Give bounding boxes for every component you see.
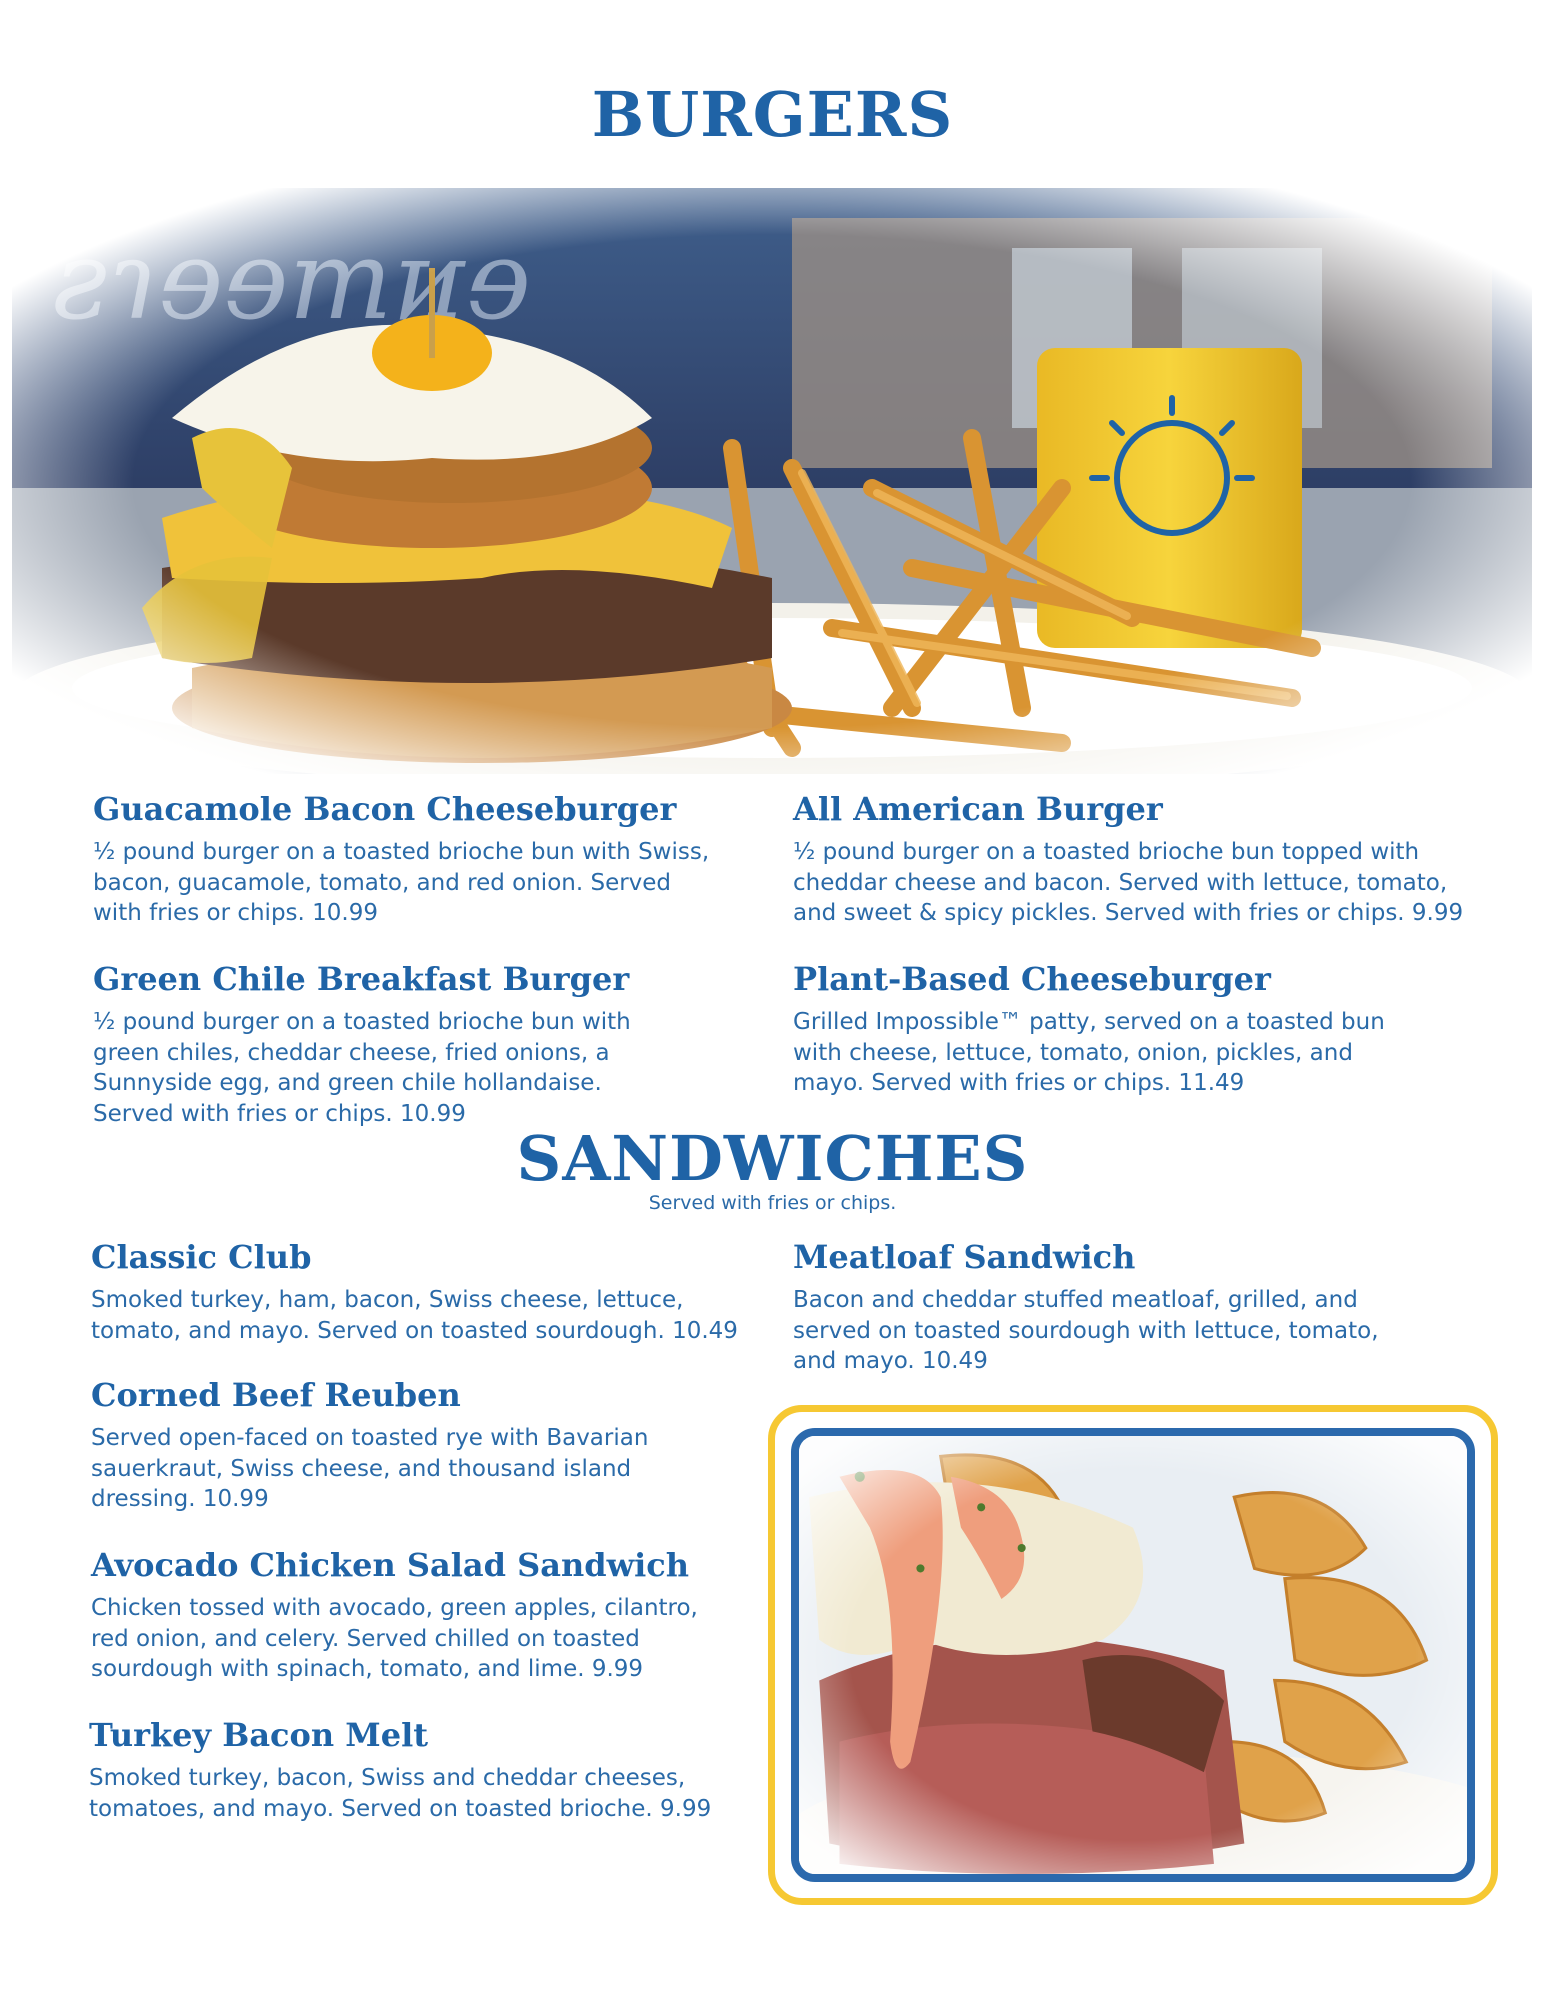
menu-item-classic-club bbox=[91, 1240, 771, 1346]
burger-and-fries-photo bbox=[12, 188, 1532, 774]
item-description: ½ pound burger on a toasted brioche bun with Swiss, bacon, guacamole, tomato, and red onion. Served with fries or chips. 10.99 bbox=[93, 839, 710, 927]
item-name: Turkey Bacon Melt bbox=[89, 1716, 428, 1754]
item-description: Bacon and cheddar stuffed meatloaf, grilled, and served on toasted sourdough with lettuce, tomato, and mayo. 10.49 bbox=[793, 1287, 1379, 1375]
item-name: Meatloaf Sandwich bbox=[793, 1238, 1136, 1276]
item-name: Corned Beef Reuben bbox=[91, 1376, 461, 1414]
menu-item-turkey-bacon-melt bbox=[89, 1718, 769, 1824]
reuben-photo-frame bbox=[768, 1405, 1498, 1905]
item-description: ½ pound burger on a toasted brioche bun with green chiles, cheddar cheese, fried onions, a Sunnyside egg, and green chile hollandaise. Served with fries or chips. 10.99 bbox=[93, 1009, 631, 1127]
item-name: Plant-Based Cheeseburger bbox=[793, 960, 1271, 998]
item-description: Chicken tossed with avocado, green apples, cilantro, red onion, and celery. Served chilled on toasted sourdough with spinach, tomato, and lime. 9.99 bbox=[91, 1595, 698, 1683]
menu-item-avocado-chicken-salad-sandwich bbox=[91, 1548, 771, 1685]
sandwiches-heading: SANDWICHES bbox=[516, 1122, 1029, 1195]
menu-item-plant-based-cheeseburger bbox=[793, 962, 1513, 1099]
reuben-photo bbox=[791, 1428, 1475, 1882]
menu-item-corned-beef-reuben bbox=[91, 1378, 771, 1515]
menu-item-green-chile-breakfast-burger bbox=[93, 962, 773, 1129]
item-description: Smoked turkey, ham, bacon, Swiss cheese, lettuce, tomato, and mayo. Served on toasted sourdough. 10.49 bbox=[91, 1287, 738, 1344]
menu-item-all-american-burger bbox=[793, 792, 1513, 929]
item-name: Guacamole Bacon Cheeseburger bbox=[93, 790, 677, 828]
item-name: Green Chile Breakfast Burger bbox=[93, 960, 630, 998]
burgers-heading: BURGERS bbox=[591, 78, 954, 151]
item-description: Served open-faced on toasted rye with Bavarian sauerkraut, Swiss cheese, and thousand island dressing. 10.99 bbox=[91, 1425, 649, 1513]
item-name: Avocado Chicken Salad Sandwich bbox=[91, 1546, 690, 1584]
reuben-sandwich-image bbox=[799, 1436, 1467, 1874]
item-description: Grilled Impossible™ patty, served on a toasted bun with cheese, lettuce, tomato, onion, pickles, and mayo. Served with fries or chips. 11.49 bbox=[793, 1009, 1385, 1097]
sandwiches-subtitle: Served with fries or chips. bbox=[648, 1192, 897, 1214]
menu-item-guacamole-bacon-cheeseburger bbox=[93, 792, 773, 929]
item-name: Classic Club bbox=[91, 1238, 312, 1276]
item-description: ½ pound burger on a toasted brioche bun topped with cheddar cheese and bacon. Served with lettuce, tomato, and sweet & spicy pickles. Served with fries or chips. 9.99 bbox=[793, 839, 1464, 927]
item-name: All American Burger bbox=[793, 790, 1163, 828]
menu-item-meatloaf-sandwich bbox=[793, 1240, 1473, 1377]
item-description: Smoked turkey, bacon, Swiss and cheddar cheeses, tomatoes, and mayo. Served on toasted brioche. 9.99 bbox=[89, 1765, 712, 1822]
